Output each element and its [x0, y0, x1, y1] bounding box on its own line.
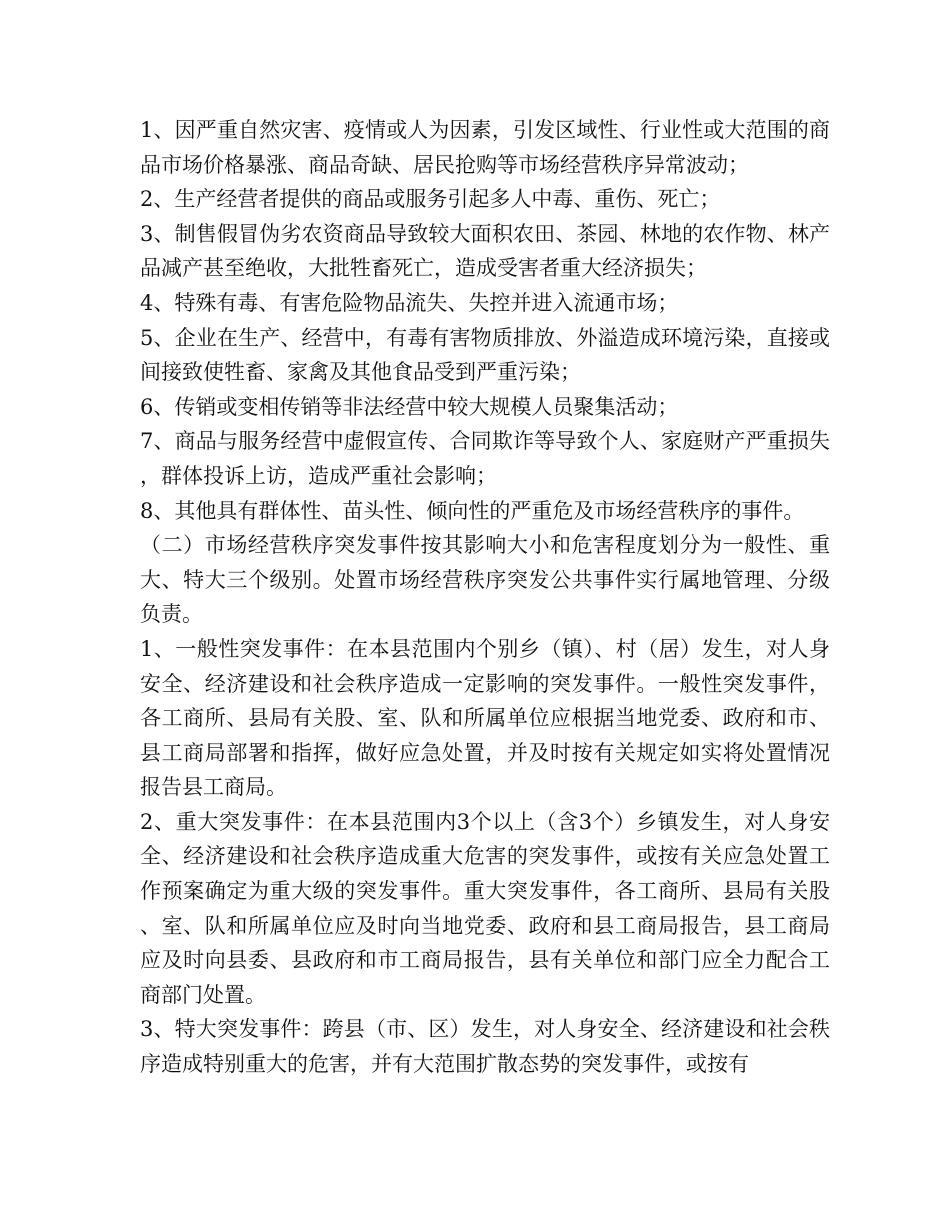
- paragraph-1: 1、因严重自然灾害、疫情或人为因素，引发区域性、行业性或大范围的商品市场价格暴涨、商品奇缺、居民抢购等市场经营秩序异常波动；: [140, 118, 830, 177]
- paragraph-4: 4、特殊有毒、有害危险物品流失、失控并进入流通市场；: [140, 290, 679, 315]
- paragraph-8: 8、其他具有群体性、苗头性、倾向性的严重危及市场经营秩序的事件。: [140, 498, 805, 523]
- document-body: [140, 113, 830, 1082]
- paragraph-7: 7、商品与服务经营中虚假宣传、合同欺诈等导致个人、家庭财产严重损失，群体投诉上访，造成严重社会影响；: [140, 429, 830, 488]
- paragraph-3: 3、制售假冒伪劣农资商品导致较大面积农田、茶园、林地的农作物、林产品减产甚至绝收，大批牲畜死亡，造成受害者重大经济损失；: [140, 221, 830, 281]
- paragraph-9: （二）市场经营秩序突发事件按其影响大小和危害程度划分为一般性、重大、特大三个级别。处置市场经营秩序突发公共事件实行属地管理、分级负责。: [140, 533, 830, 627]
- paragraph-6: 6、传销或变相传销等非法经营中较大规模人员聚集活动；: [140, 394, 679, 419]
- paragraph-12: 3、特大突发事件：跨县（市、区）发生，对人身安全、经济建设和社会秩序造成特别重大的危害，并有大范围扩散态势的突发事件，或按有: [140, 1017, 830, 1077]
- paragraph-5: 5、企业在生产、经营中，有毒有害物质排放、外溢造成环境污染，直接或间接致使牲畜、家禽及其他食品受到严重污染；: [140, 325, 830, 385]
- paragraph-2: 2、生产经营者提供的商品或服务引起多人中毒、重伤、死亡；: [140, 187, 721, 212]
- paragraph-11: 2、重大突发事件：在本县范围内3个以上（含3个）乡镇发生，对人身安全、经济建设和社会秩序造成重大危害的突发事件，或按有关应急处置工作预案确定为重大级的突发事件。重大突发事件，各工商所、县局有关股、室、队和所属单位应及时向当地党委、政府和县工商局报告，县工商局应及时向县委、县政府和市工商局报告，县有关单位和部门应全力配合工商部门处置。: [140, 809, 830, 1007]
- paragraph-10: 1、一般性突发事件：在本县范围内个别乡（镇）、村（居）发生，对人身安全、经济建设和社会秩序造成一定影响的突发事件。一般性突发事件，各工商所、县局有关股、室、队和所属单位应根据当地党委、政府和市、县工商局部署和指挥，做好应急处置，并及时按有关规定如实将处置情况报告县工商局。: [140, 636, 830, 800]
